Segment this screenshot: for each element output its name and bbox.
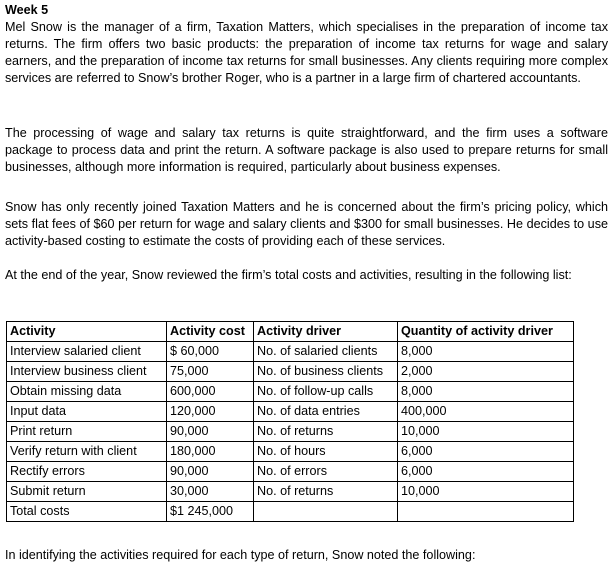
activities-paragraph: In identifying the activities required for each type of return, Snow noted the following: [5, 548, 476, 562]
header-activity-driver: Activity driver [254, 322, 398, 342]
table-row [7, 442, 574, 462]
cost-cell: 180,000 [167, 442, 254, 462]
empty-cell [398, 502, 574, 522]
header-activity-cost: Activity cost [167, 322, 254, 342]
quantity-cell: 10,000 [398, 482, 574, 502]
table-total-row [7, 502, 574, 522]
cost-cell: 30,000 [167, 482, 254, 502]
driver-cell: No. of salaried clients [254, 342, 398, 362]
activity-cell: Interview salaried client [7, 342, 167, 362]
total-cost-cell: $1 245,000 [167, 502, 254, 522]
table-row [7, 342, 574, 362]
activity-cell: Obtain missing data [7, 382, 167, 402]
driver-cell: No. of returns [254, 482, 398, 502]
table-row [7, 422, 574, 442]
cost-cell: 600,000 [167, 382, 254, 402]
table-row [7, 362, 574, 382]
quantity-cell: 10,000 [398, 422, 574, 442]
processing-paragraph: The processing of wage and salary tax returns is quite straightforward, and the firm uses a software package to process data and print the return. A software package is also used to prepare returns for small businesses, although more information is required, particularly about business expenses. [5, 126, 608, 174]
table-header-row [7, 322, 574, 342]
header-activity: Activity [7, 322, 167, 342]
activity-cell: Rectify errors [7, 462, 167, 482]
driver-cell: No. of data entries [254, 402, 398, 422]
cost-cell: 90,000 [167, 422, 254, 442]
activity-cell: Verify return with client [7, 442, 167, 462]
table-row [7, 382, 574, 402]
cost-cell: 90,000 [167, 462, 254, 482]
activity-cost-table [6, 321, 574, 522]
driver-cell: No. of business clients [254, 362, 398, 382]
activity-cell: Interview business client [7, 362, 167, 382]
activity-cell: Input data [7, 402, 167, 422]
cost-cell: 120,000 [167, 402, 254, 422]
quantity-cell: 8,000 [398, 342, 574, 362]
driver-cell: No. of hours [254, 442, 398, 462]
cost-cell: $ 60,000 [167, 342, 254, 362]
cost-cell: 75,000 [167, 362, 254, 382]
week-heading: Week 5 [5, 3, 49, 17]
total-label-cell: Total costs [7, 502, 167, 522]
header-quantity: Quantity of activity driver [398, 322, 574, 342]
table-row [7, 402, 574, 422]
driver-cell: No. of errors [254, 462, 398, 482]
table-row [7, 482, 574, 502]
driver-cell: No. of returns [254, 422, 398, 442]
empty-cell [254, 502, 398, 522]
quantity-cell: 6,000 [398, 442, 574, 462]
activity-cell: Submit return [7, 482, 167, 502]
quantity-cell: 6,000 [398, 462, 574, 482]
review-paragraph: At the end of the year, Snow reviewed the firm’s total costs and activities, resulting in the following list: [5, 268, 572, 282]
quantity-cell: 2,000 [398, 362, 574, 382]
driver-cell: No. of follow-up calls [254, 382, 398, 402]
table-row [7, 462, 574, 482]
intro-paragraph: Mel Snow is the manager of a firm, Taxation Matters, which specialises in the preparation of income tax returns. The firm offers two basic products: the preparation of income tax returns for wage and salary earners, and the preparation of income tax returns for small businesses. Any clients requiring more complex services are referred to Snow’s brother Roger, who is a partner in a large firm of chartered accountants. [5, 20, 608, 85]
pricing-paragraph: Snow has only recently joined Taxation Matters and he is concerned about the firm’s pricing policy, which sets flat fees of $60 per return for wage and salary clients and $300 for small businesses. He decides to use activity-based costing to estimate the costs of providing each of these services. [5, 200, 608, 248]
quantity-cell: 8,000 [398, 382, 574, 402]
activity-cell: Print return [7, 422, 167, 442]
quantity-cell: 400,000 [398, 402, 574, 422]
